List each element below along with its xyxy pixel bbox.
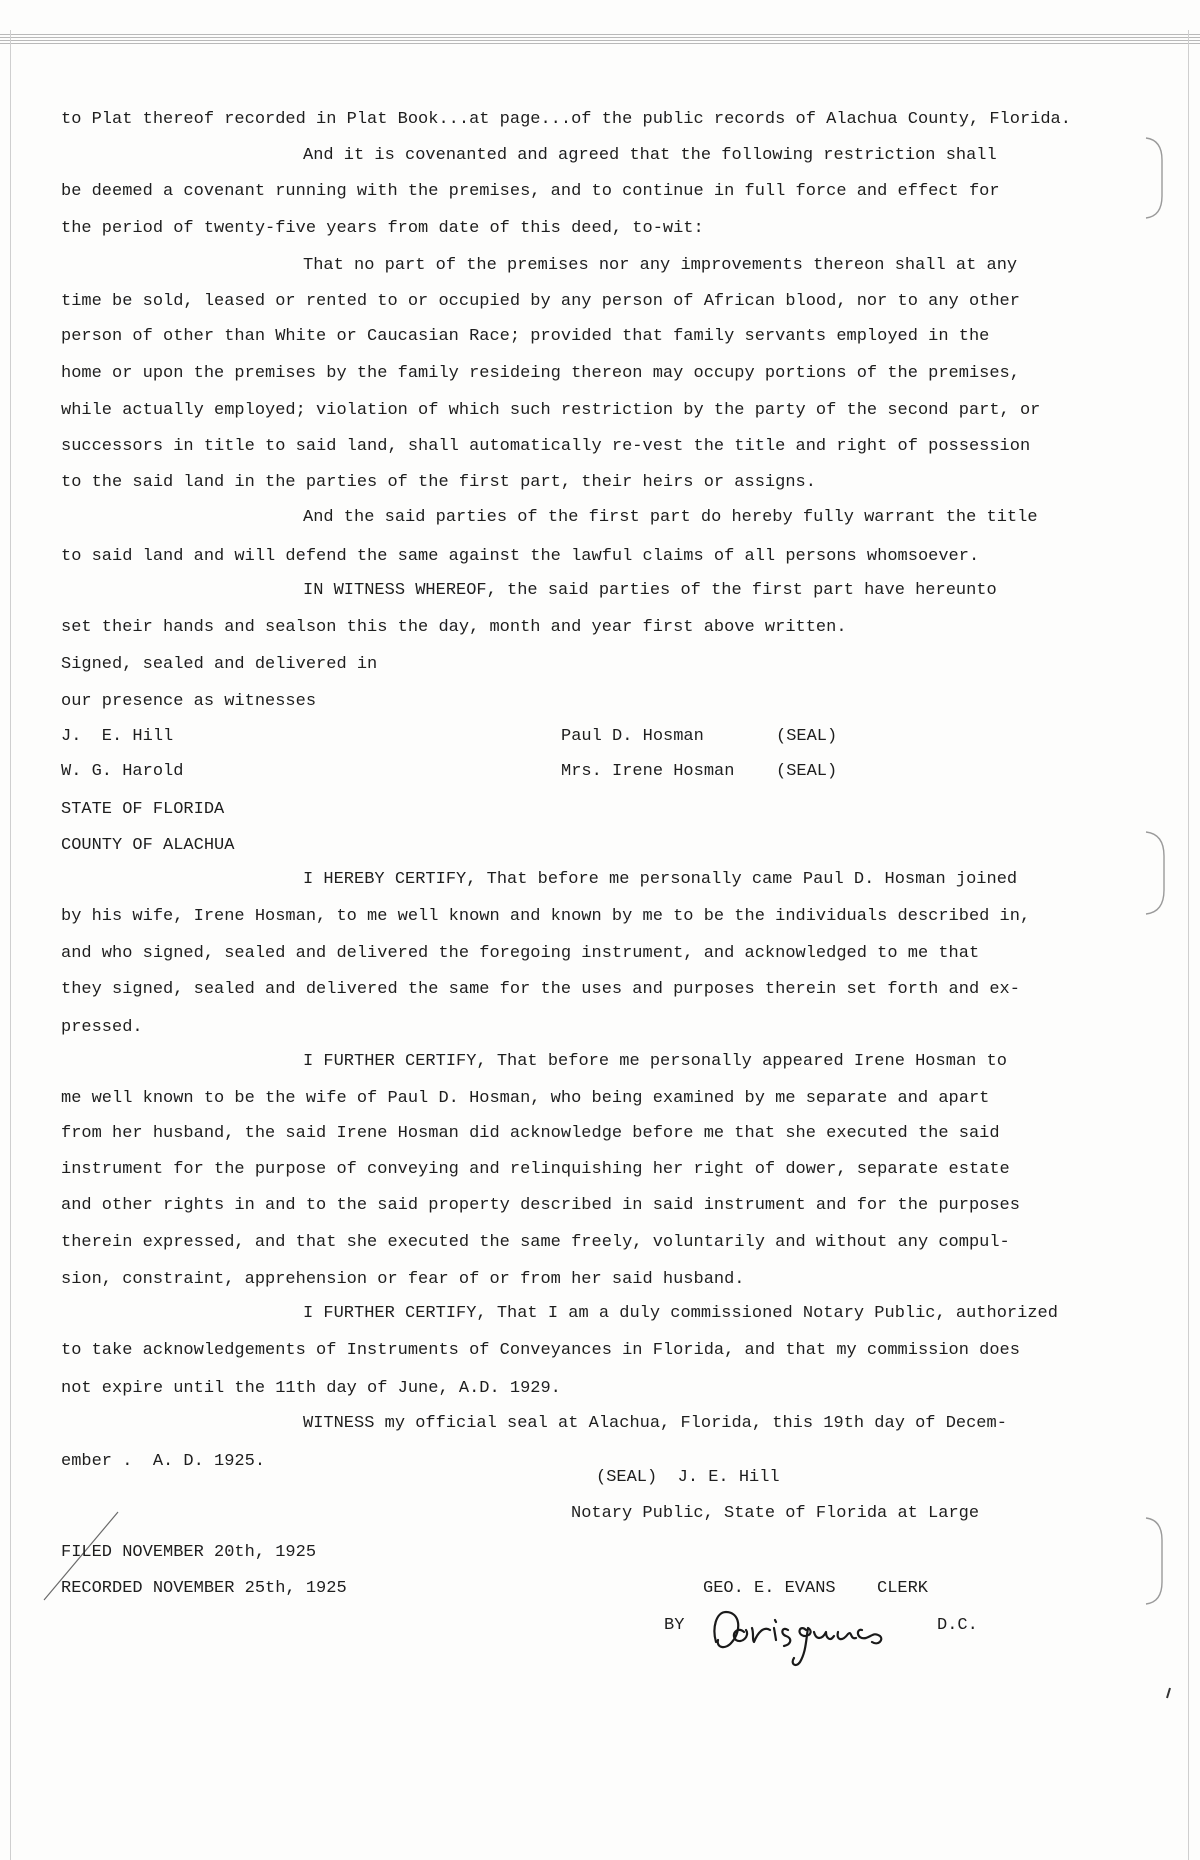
- grantor-name: Paul D. Hosman: [561, 727, 704, 746]
- witness-name: W. G. Harold: [61, 762, 184, 781]
- deed-line: to Plat thereof recorded in Plat Book...at page...of the public records of Alachua County, Florida.: [61, 110, 1071, 129]
- grantor-seal: (SEAL): [776, 762, 838, 781]
- clerk-name: GEO. E. EVANS: [703, 1579, 836, 1598]
- acknowledgment-line: and other rights in and to the said property described in said instrument and for the purposes: [61, 1196, 1020, 1215]
- acknowledgment-line: therein expressed, and that she executed the same freely, voluntarily and without any compul-: [61, 1233, 1010, 1252]
- deputy-clerk-label: D.C.: [937, 1616, 978, 1635]
- acknowledgment-line: not expire until the 11th day of June, A.D. 1929.: [61, 1379, 561, 1398]
- acknowledgment-line: WITNESS my official seal at Alachua, Florida, this 19th day of Decem-: [303, 1414, 1007, 1433]
- grantor-seal: (SEAL): [776, 727, 838, 746]
- deed-line: set their hands and sealson this the day, month and year first above written.: [61, 618, 847, 637]
- acknowledgment-line: ember . A. D. 1925.: [61, 1452, 266, 1471]
- by-label: BY: [664, 1616, 685, 1635]
- recorded-date: RECORDED NOVEMBER 25th, 1925: [61, 1579, 347, 1598]
- deed-line: person of other than White or Caucasian Race; provided that family servants employed in the: [61, 327, 990, 346]
- witness-name: J. E. Hill: [61, 727, 174, 746]
- deed-line: successors in title to said land, shall automatically re-vest the title and right of possession: [61, 437, 1031, 456]
- deed-line: to said land and will defend the same against the lawful claims of all persons whomsoever.: [61, 547, 980, 566]
- acknowledgment-line: pressed.: [61, 1018, 143, 1037]
- attestation-line: our presence as witnesses: [61, 692, 317, 711]
- deed-line: That no part of the premises nor any improvements thereon shall at any: [303, 256, 1018, 275]
- deed-line: while actually employed; violation of which such restriction by the party of the second part, or: [61, 401, 1041, 420]
- acknowledgment-line: sion, constraint, apprehension or fear of or from her said husband.: [61, 1270, 745, 1289]
- deed-line: the period of twenty-five years from date of this deed, to-wit:: [61, 219, 704, 238]
- deed-line: And it is covenanted and agreed that the following restriction shall: [303, 146, 997, 165]
- acknowledgment-line: instrument for the purpose of conveying and relinquishing her right of dower, separate estate: [61, 1160, 1010, 1179]
- acknowledgment-line: to take acknowledgements of Instruments of Conveyances in Florida, and that my commission does: [61, 1341, 1020, 1360]
- venue-state: STATE OF FLORIDA: [61, 800, 225, 819]
- filed-date: FILED NOVEMBER 20th, 1925: [61, 1543, 317, 1562]
- deed-line: IN WITNESS WHEREOF, the said parties of the first part have hereunto: [303, 581, 997, 600]
- deed-line: home or upon the premises by the family resideing thereon may occupy portions of the premises,: [61, 364, 1020, 383]
- notary-title: Notary Public, State of Florida at Large: [571, 1504, 980, 1523]
- acknowledgment-line: I FURTHER CERTIFY, That I am a duly commissioned Notary Public, authorized: [303, 1304, 1058, 1323]
- attestation-line: Signed, sealed and delivered in: [61, 655, 378, 674]
- venue-county: COUNTY OF ALACHUA: [61, 836, 235, 855]
- acknowledgment-line: I HEREBY CERTIFY, That before me personally came Paul D. Hosman joined: [303, 870, 1018, 889]
- acknowledgment-line: from her husband, the said Irene Hosman did acknowledge before me that she executed the said: [61, 1124, 1000, 1143]
- acknowledgment-line: they signed, sealed and delivered the same for the uses and purposes therein set forth and ex-: [61, 980, 1020, 999]
- acknowledgment-line: and who signed, sealed and delivered the foregoing instrument, and acknowledged to me that: [61, 944, 980, 963]
- acknowledgment-line: I FURTHER CERTIFY, That before me personally appeared Irene Hosman to: [303, 1052, 1007, 1071]
- deed-line: And the said parties of the first part do hereby fully warrant the title: [303, 508, 1038, 527]
- deed-line: be deemed a covenant running with the premises, and to continue in full force and effect for: [61, 182, 1000, 201]
- deed-line: to the said land in the parties of the first part, their heirs or assigns.: [61, 473, 816, 492]
- grantor-name: Mrs. Irene Hosman: [561, 762, 735, 781]
- notary-seal-signature: (SEAL) J. E. Hill: [596, 1468, 780, 1487]
- acknowledgment-line: me well known to be the wife of Paul D. Hosman, who being examined by me separate and apart: [61, 1089, 990, 1108]
- clerk-title: CLERK: [877, 1579, 929, 1598]
- acknowledgment-line: by his wife, Irene Hosman, to me well known and known by me to be the individuals described in,: [61, 907, 1031, 926]
- deed-line: time be sold, leased or rented to or occupied by any person of African blood, nor to any other: [61, 292, 1020, 311]
